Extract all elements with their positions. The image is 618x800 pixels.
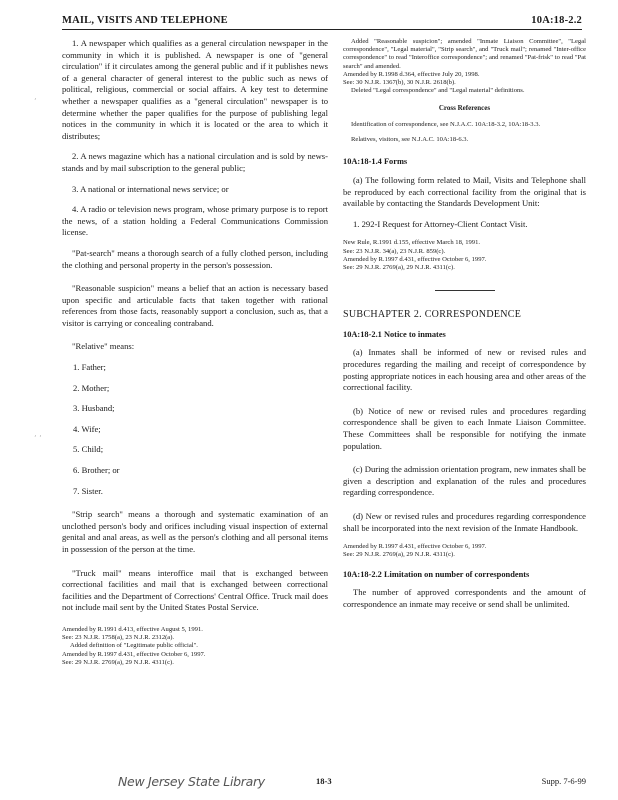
history-line: See: 29 N.J.R. 2769(a), 29 N.J.R. 4311(c). [62, 658, 174, 666]
section-heading: 10A:18-2.1 Notice to inmates [343, 329, 446, 339]
history-line: Amended by R.1997 d.431, effective October 6, 1997. [62, 650, 206, 658]
running-header [62, 13, 582, 30]
list-item: 2. Mother; [73, 382, 110, 393]
section-paragraph: (d) New or revised rules and procedures regarding correspondence shall be incorporated into the next revision of the Inmate Handbook. [343, 510, 586, 533]
history-line: See: 29 N.J.R. 2769(a), 29 N.J.R. 4311(c). [343, 264, 455, 271]
paragraph-news-service: 3. A national or international news service; or [72, 183, 229, 194]
section-heading: 10A:18-1.4 Forms [343, 157, 408, 167]
paragraph-general-circulation: 1. A newspaper which qualifies as a general circulation newspaper in the community in which it is published. A newspaper is one of "general circulation" if it circulates among the general public and if it publishes news of a general character of general interest to the public such as news of political, religious, commercial or social affairs. A key test to determine whether a newspaper qualifies as a "general circulation" newspaper is to determine whether the paper qualifies for the purpose of publishing legal notices in the community in which it is located or the area to which it distributes; [62, 38, 328, 141]
history-line: Deleted "Legal correspondence" and "Legal material" definitions. [351, 87, 525, 95]
section-paragraph: (a) The following form related to Mail, Visits and Telephone shall be reproduced by each correctional facility from the original that is available by contacting the Standards Development Unit: [343, 175, 586, 209]
header-title: MAIL, VISITS AND TELEPHONE [62, 15, 228, 26]
history-line: New Rule, R.1991 d.155, effective March 18, 1991. [343, 239, 481, 247]
supplement-date: Supp. 7-6-99 [541, 776, 586, 786]
history-line: See: 23 N.J.R. 34(a), 23 N.J.R. 859(c). [343, 247, 446, 255]
history-note [343, 38, 586, 95]
history-note [62, 626, 328, 667]
definition-relative: "Relative" means: [72, 341, 135, 352]
cross-reference: Relatives, visitors, see N.J.A.C. 10A:18-6.3. [351, 136, 469, 144]
history-line: Amended by R.1998 d.364, effective July 20, 1998. [343, 70, 480, 78]
history-line: See: 23 N.J.R. 1758(a), 23 N.J.R. 2312(a). [62, 634, 175, 642]
history-line: See: 29 N.J.R. 2769(a), 29 N.J.R. 4311(c). [343, 551, 455, 559]
left-column [62, 38, 328, 667]
paragraph-radio-tv: 4. A radio or television news program, whose primary purpose is to report the news, of a station holding a Federal Communications Commission license. [62, 204, 328, 238]
right-column [343, 38, 586, 619]
history-line: Added "Reasonable suspicion"; amended "Inmate Liaison Committee", "Legal correspondence", "Legal material", "Strip search", and "Truck mail"; renamed "Inter-office correspondence" to read "Interoffice correspondence"; and renamed "Pat-frisk" to read "Pat search" and amended. [343, 38, 586, 70]
cross-reference: Identification of correspondence, see N.J.A.C. 10A:18-3.2, 10A:18-3.3. [351, 121, 541, 129]
section-paragraph: (b) Notice of new or revised rules and procedures regarding correspondence shall be given to each Inmate Liaison Committee. These Committees shall be responsible for notifying the inmate population. [343, 405, 586, 451]
section-paragraph: (c) During the admission orientation program, new inmates shall be given a description and explanation of the rules and procedures regarding correspondence. [343, 464, 586, 498]
history-line: Amended by R.1997 d.431, effective October 6, 1997. [343, 543, 487, 551]
definition-strip-search: "Strip search" means a thorough and systematic examination of an unclothed person's body and orifices including visual inspection of external genital and anal areas, as well as the person's clothing and all personal items in possession of the person at the time. [62, 509, 328, 554]
history-line: See: 30 N.J.R. 1367(b), 30 N.J.R. 2618(b). [343, 79, 456, 87]
definition-reasonable-suspicion: "Reasonable suspicion" means a belief that an action is necessary based upon specific and articulable facts that taken together with rational references from those facts, reasonably support a conclusion, such as, that a visitor is carrying or concealing contraband. [62, 283, 328, 328]
subchapter-title: SUBCHAPTER 2. CORRESPONDENCE [343, 309, 522, 321]
section-heading: 10A:18-2.2 Limitation on number of correspondents [343, 569, 530, 579]
section-divider [435, 290, 495, 291]
definition-pat-search: "Pat-search" means a thorough search of a fully clothed person, including the clothing and personal property in the person's possession. [62, 247, 328, 270]
form-item: 1. 292-I Request for Attorney-Client Contact Visit. [353, 218, 528, 229]
list-item: 4. Wife; [73, 423, 101, 434]
page-number: 18-3 [316, 776, 332, 786]
page-footer [0, 776, 618, 796]
relative-list [62, 362, 328, 497]
cross-references-heading: Cross References [438, 104, 491, 113]
history-line: Amended by R.1997 d.431, effective October 6, 1997. [343, 255, 487, 263]
paragraph-news-magazine: 2. A news magazine which has a national circulation and is sold by news-stands and by mail subscription to the general public; [62, 151, 328, 173]
history-note [343, 239, 586, 272]
definition-truck-mail: "Truck mail" means interoffice mail that is exchanged between correctional facilities and mail that is exchanged between correctional facilities and the Department of Corrections' Central Office. Truck mail does not include mail sent by the United States Postal Service. [62, 567, 328, 613]
section-paragraph: The number of approved correspondents and the amount of correspondence an inmate may receive or send shall be unlimited. [343, 587, 586, 609]
library-stamp: New Jersey State Library [118, 774, 265, 789]
margin-mark: ʼ ʼ [34, 434, 42, 443]
history-line: Amended by R.1991 d.413, effective August 5, 1991. [62, 625, 203, 633]
section-paragraph: (a) Inmates shall be informed of new or revised rules and procedures regarding the mailing and receipt of correspondence by posting appropriate notices in each housing area and other areas of the correctional facility. [343, 347, 586, 393]
list-item: 7. Sister. [73, 485, 103, 496]
list-item: 6. Brother; or [73, 465, 120, 476]
list-item: 3. Husband; [73, 403, 115, 414]
margin-mark: ʼ [34, 97, 37, 106]
history-line: Added definition of "Legitimate public official". [70, 642, 198, 650]
history-note [343, 543, 586, 559]
header-section-number: 10A:18-2.2 [531, 15, 582, 26]
list-item: 1. Father; [73, 362, 106, 373]
list-item: 5. Child; [73, 444, 104, 455]
